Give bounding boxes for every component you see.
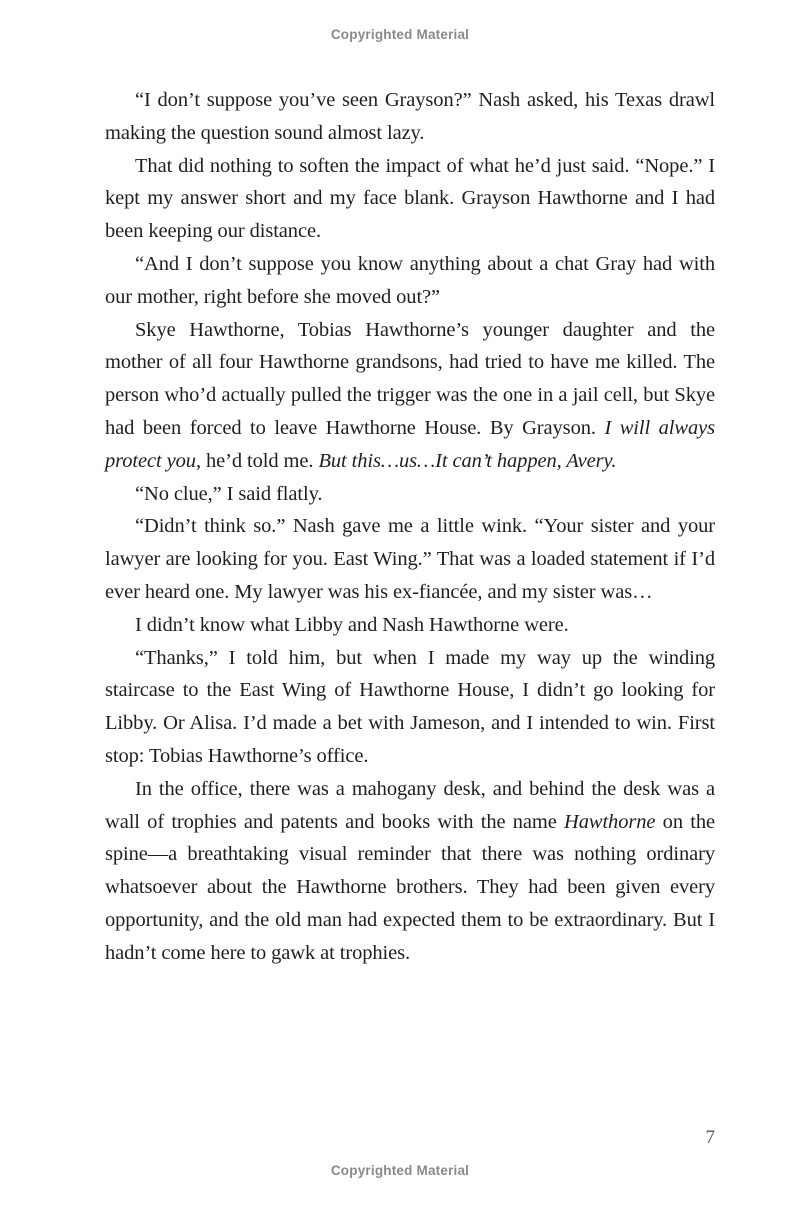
paragraph (105, 248, 715, 314)
text-segment: Skye Hawthorne, Tobias Hawthorne’s younger daughter and the mother of all four Hawthorne grandsons, had tried to have me killed. The person who’d actually pulled the trigger was the one in a jail cell, but Skye had been forced to leave Hawthorne House. By Grayson. (105, 318, 715, 439)
italic-text: I will always protect you (105, 416, 716, 472)
copyright-notice-top: Copyrighted Material (330, 27, 470, 42)
copyright-notice-bottom: Copyrighted Material (330, 1163, 470, 1178)
text-segment: , he’d told me. (195, 449, 319, 472)
paragraph (105, 150, 715, 248)
text-segment: “And I don’t suppose you know anything about a chat Gray had with our mother, right before she moved out?” (105, 252, 715, 308)
text-segment: That did nothing to soften the impact of what he’d just said. “Nope.” I kept my answer short and my face blank. Grayson Hawthorne and I had been keeping our distance. (105, 154, 715, 243)
text-segment: “No clue,” I said flatly. (135, 482, 323, 505)
text-segment: “I don’t suppose you’ve seen Grayson?” Nash asked, his Texas drawl making the question sound almost lazy. (105, 89, 715, 144)
paragraph (105, 773, 715, 970)
text-segment: “Didn’t think so.” Nash gave me a little wink. “Your sister and your lawyer are looking for you. East Wing.” That was a loaded statement if I’d ever heard one. My lawyer was his ex-fiancée, and my sister was… (105, 515, 715, 603)
paragraph (105, 478, 715, 511)
italic-text: Hawthorne (564, 810, 656, 833)
paragraph (105, 510, 715, 608)
text-segment: on the spine—a breathtaking visual reminder that there was nothing ordinary whatsoever about the Hawthorne brothers. They had been given every opportunity, and the old man had expected them to be extraordinary. But I hadn’t come here to gawk at trophies. (105, 810, 715, 964)
italic-text: But this…us…It can’t happen, Avery. (318, 449, 617, 472)
text-segment: In the office, there was a mahogany desk, and behind the desk was a wall of trophies and patents and books with the name (105, 777, 715, 833)
page-number: 7 (705, 1127, 715, 1148)
paragraph (105, 609, 715, 642)
text-segment: I didn’t know what Libby and Nash Hawthorne were. (135, 613, 569, 636)
paragraph (105, 84, 715, 150)
paragraph (105, 642, 715, 773)
body-text (105, 84, 715, 970)
paragraph (105, 314, 715, 478)
text-segment: “Thanks,” I told him, but when I made my way up the winding staircase to the East Wing of Hawthorne House, I didn’t go looking for Libby. Or Alisa. I’d made a bet with Jameson, and I intended to win. First stop: Tobias Hawthorne’s office. (105, 646, 715, 767)
